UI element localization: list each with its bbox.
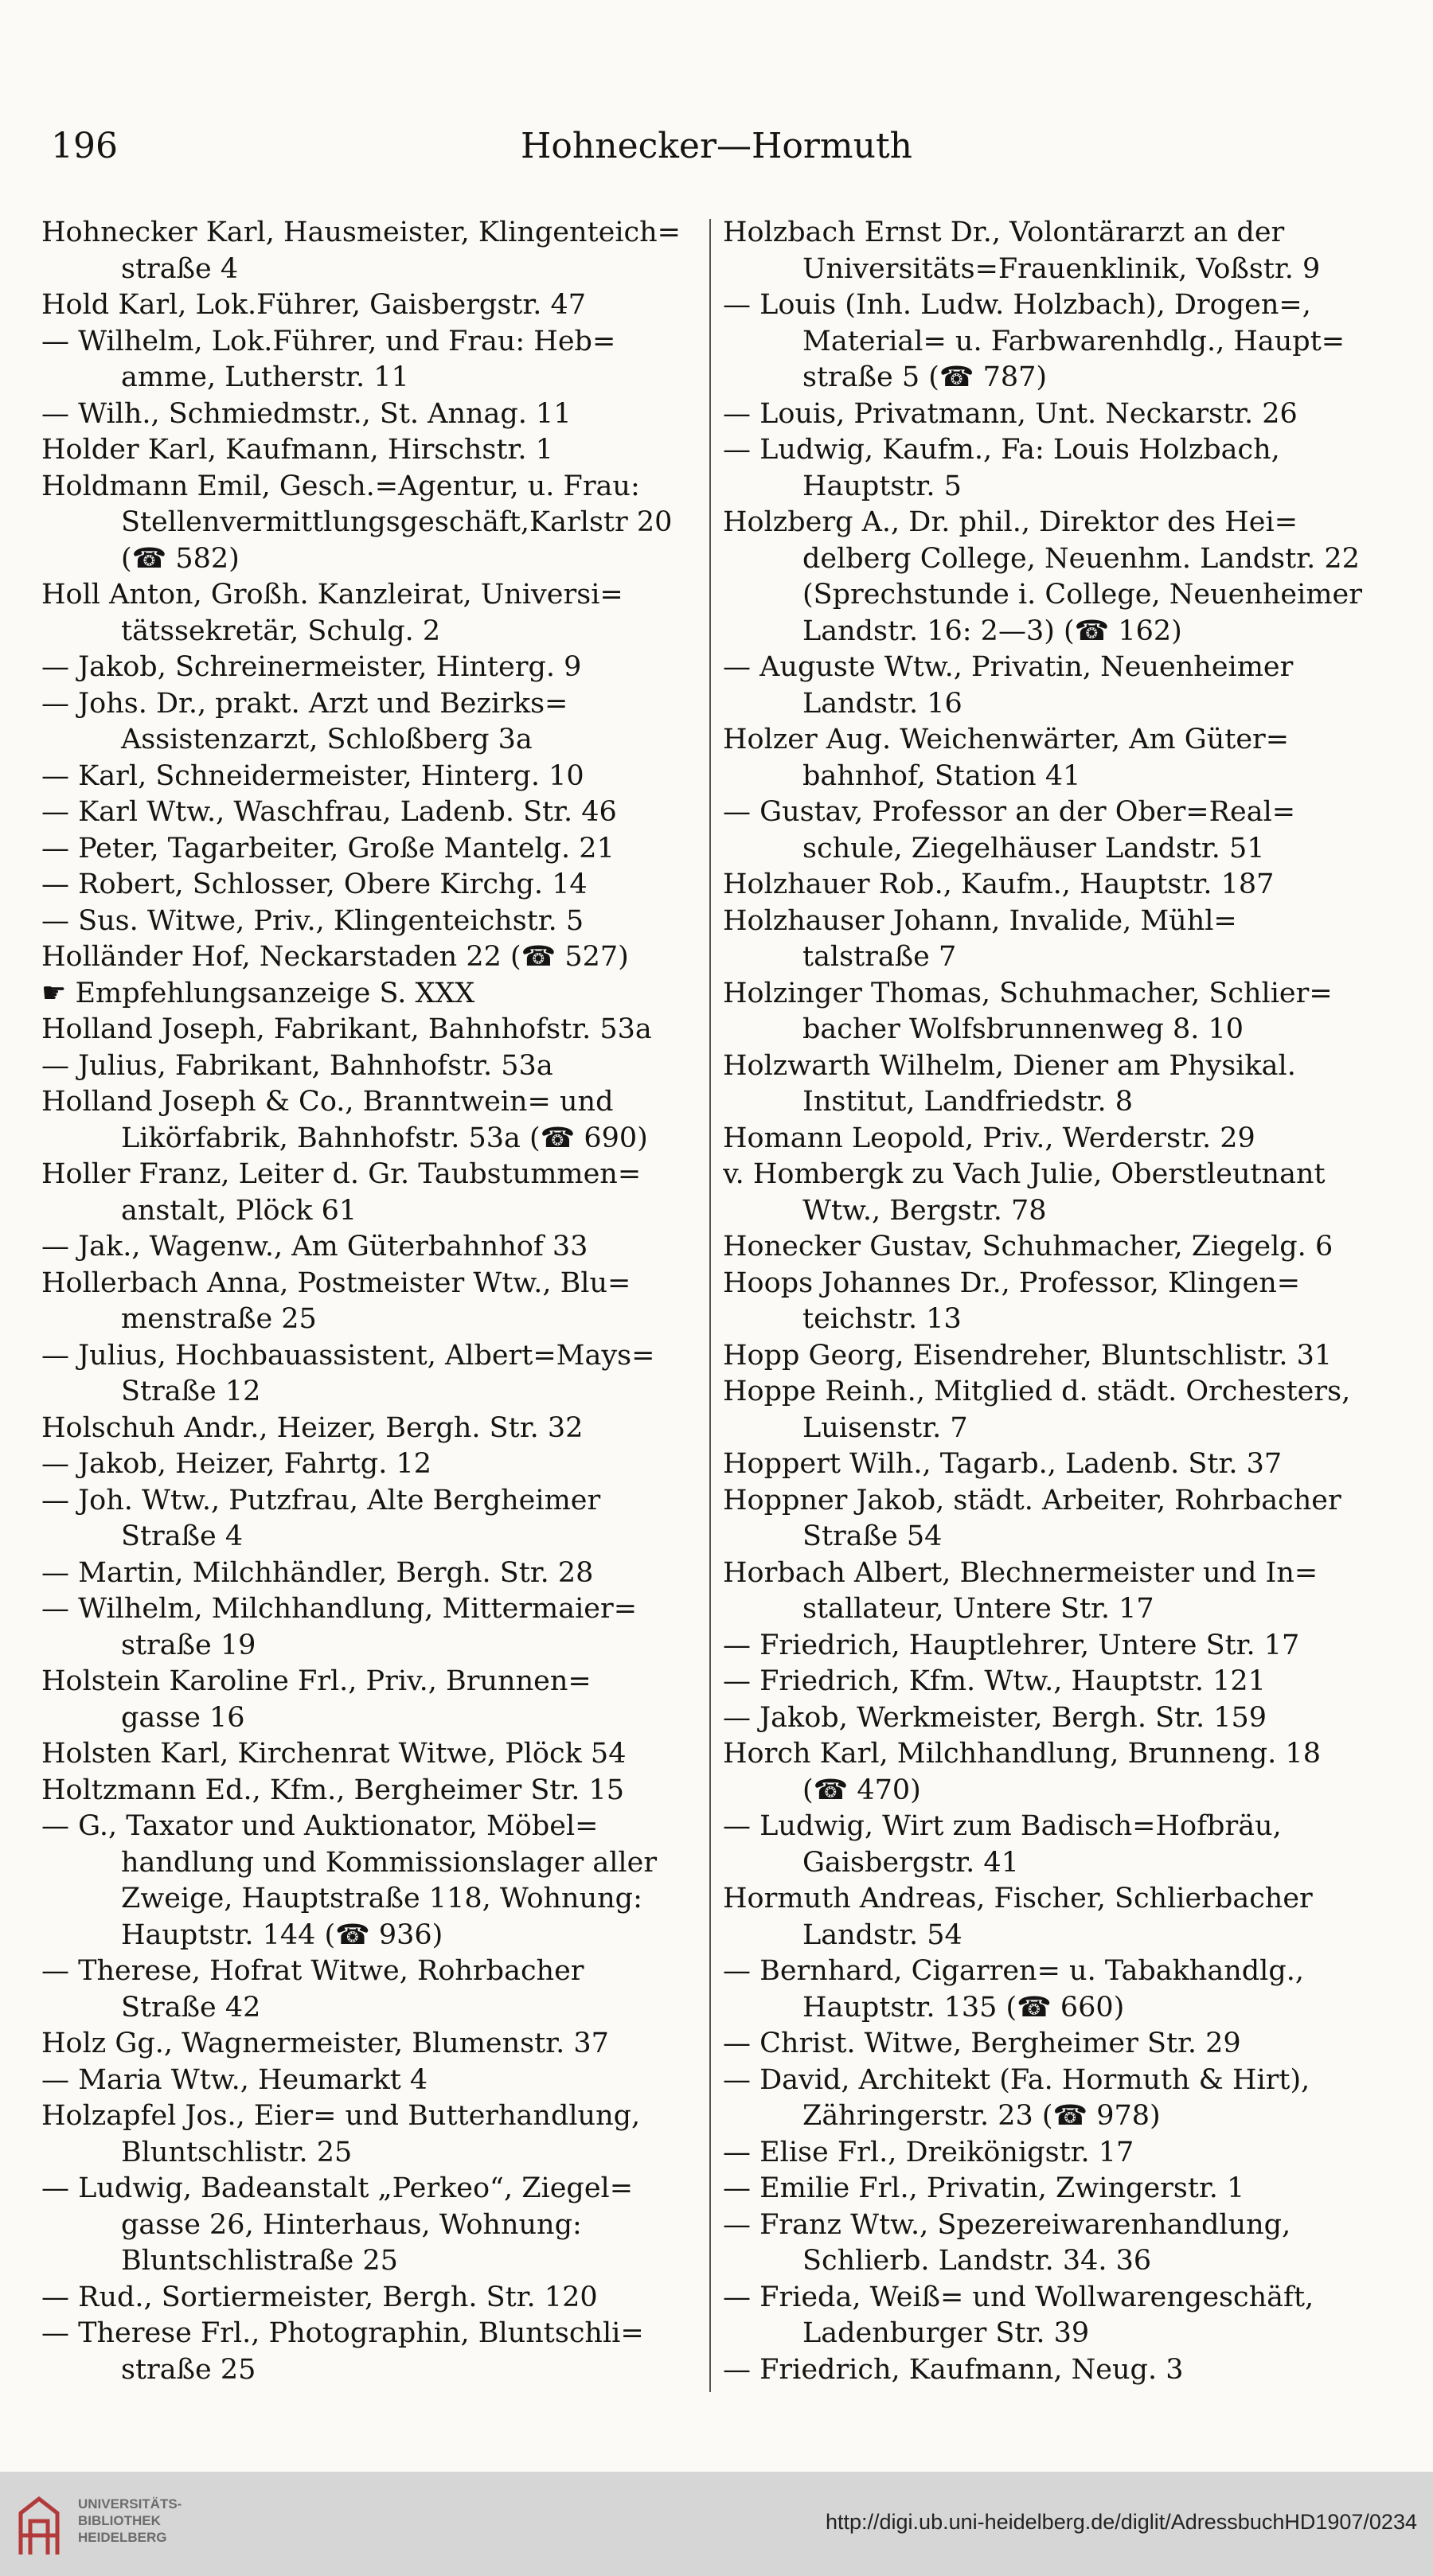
directory-line: straße 5 (☎ 787) (802, 361, 1048, 393)
directory-line: — Johs. Dr., prakt. Arzt und Bezirks= (41, 687, 568, 720)
directory-line: Straße 12 (121, 1376, 261, 1407)
directory-line: — Julius, Fabrikant, Bahnhofstr. 53a (41, 1049, 553, 1082)
directory-line: Holzer Aug. Weichenwärter, Am Güter= (723, 724, 1290, 755)
directory-line: handlung und Kommissionslager aller (121, 1846, 658, 1879)
directory-line: menstraße 25 (121, 1303, 317, 1335)
directory-line: — Therese Frl., Photographin, Bluntschli= (41, 2317, 644, 2349)
directory-line: — Elise Frl., Dreikönigstr. 17 (723, 2136, 1134, 2168)
directory-line: Holdmann Emil, Gesch.=Agentur, u. Frau: (41, 470, 640, 502)
directory-line: Ladenburger Str. 39 (802, 2317, 1090, 2349)
page-number: 196 (51, 126, 118, 166)
directory-line: — Wilh., Schmiedmstr., St. Annag. 11 (41, 397, 572, 430)
directory-line: Straße 4 (121, 1520, 244, 1552)
directory-line: tätssekretär, Schulg. 2 (121, 615, 441, 647)
directory-line: Landstr. 54 (802, 1918, 962, 1951)
directory-line: Zähringerstr. 23 (☎ 978) (802, 2100, 1161, 2132)
directory-line: Holl Anton, Großh. Kanzleirat, Universi= (41, 579, 623, 611)
directory-line: Hauptstr. 135 (☎ 660) (802, 1991, 1125, 2024)
running-title: Hohnecker—Hormuth (521, 126, 912, 166)
directory-line: amme, Lutherstr. 11 (121, 361, 409, 393)
directory-line: — Joh. Wtw., Putzfrau, Alte Bergheimer (41, 1484, 601, 1516)
directory-line: Horch Karl, Milchhandlung, Brunneng. 18 (723, 1738, 1321, 1770)
directory-line: — Louis (Inh. Ludw. Holzbach), Drogen=, (723, 289, 1311, 321)
directory-line: Bluntschlistr. 25 (121, 2136, 353, 2168)
directory-line: Bluntschlistraße 25 (121, 2245, 398, 2277)
directory-line: v. Hombergk zu Vach Julie, Oberstleutnant (723, 1158, 1326, 1190)
directory-line: — Wilhelm, Milchhandlung, Mittermaier= (41, 1593, 638, 1625)
directory-line: Holstein Karoline Frl., Priv., Brunnen= (41, 1665, 592, 1697)
directory-line: Horbach Albert, Blechnermeister und In= (723, 1556, 1318, 1589)
directory-line: Zweige, Hauptstraße 118, Wohnung: (121, 1883, 642, 1914)
directory-line: Holzhauser Johann, Invalide, Mühl= (723, 904, 1237, 937)
directory-line: straße 19 (121, 1629, 256, 1661)
directory-line: Holland Joseph, Fabrikant, Bahnhofstr. 53a (41, 1013, 652, 1045)
directory-line: Hohnecker Karl, Hausmeister, Klingenteich= (41, 217, 681, 248)
directory-line: — Sus. Witwe, Priv., Klingenteichstr. 5 (41, 904, 584, 937)
directory-line: — Jakob, Werkmeister, Bergh. Str. 159 (723, 1701, 1267, 1734)
directory-line: — Peter, Tagarbeiter, Große Mantelg. 21 (41, 832, 615, 865)
directory-line: Straße 42 (121, 1991, 261, 2024)
directory-line: — G., Taxator und Auktionator, Möbel= (41, 1810, 599, 1842)
directory-line: Holler Franz, Leiter d. Gr. Taubstummen= (41, 1158, 642, 1190)
directory-line: talstraße 7 (802, 941, 957, 973)
directory-line: Stellenvermittlungsgeschäft,Karlstr 20 (121, 506, 673, 538)
directory-line: Honecker Gustav, Schuhmacher, Ziegelg. 6 (723, 1231, 1333, 1263)
directory-line: Hopp Georg, Eisendreher, Bluntschlistr. 31 (723, 1339, 1333, 1372)
directory-line: — Robert, Schlosser, Obere Kirchg. 14 (41, 868, 588, 900)
directory-line: delberg College, Neuenhm. Landstr. 22 (802, 542, 1360, 575)
directory-line: Hoppner Jakob, städt. Arbeiter, Rohrbacher (723, 1484, 1341, 1516)
directory-line: Hormuth Andreas, Fischer, Schlierbacher (723, 1883, 1313, 1914)
directory-line: Homann Leopold, Priv., Werderstr. 29 (723, 1122, 1255, 1154)
library-name: UNIVERSITÄTS- BIBLIOTHEK HEIDELBERG (78, 2496, 182, 2545)
directory-line: Holschuh Andr., Heizer, Bergh. Str. 32 (41, 1411, 584, 1444)
directory-line: — Emilie Frl., Privatin, Zwingerstr. 1 (723, 2172, 1245, 2204)
directory-line: Hauptstr. 144 (☎ 936) (121, 1918, 443, 1951)
directory-line: (Sprechstunde i. College, Neuenheimer (802, 579, 1362, 611)
left-column (41, 215, 699, 2388)
right-column (723, 215, 1380, 2388)
footer-bar (0, 2472, 1433, 2576)
directory-line: Gaisbergstr. 41 (802, 1846, 1019, 1879)
directory-line: — Christ. Witwe, Bergheimer Str. 29 (723, 2028, 1241, 2059)
directory-line: Institut, Landfriedstr. 8 (802, 1086, 1133, 1118)
directory-line: — Ludwig, Kaufm., Fa: Louis Holzbach, (723, 434, 1280, 466)
directory-line: Holtzmann Ed., Kfm., Bergheimer Str. 15 (41, 1774, 625, 1806)
directory-line: — Jakob, Heizer, Fahrtg. 12 (41, 1448, 431, 1480)
directory-line: bacher Wolfsbrunnenweg 8. 10 (802, 1013, 1244, 1045)
directory-line: Holzbach Ernst Dr., Volontärarzt an der (723, 217, 1285, 248)
directory-line: — Friedrich, Kfm. Wtw., Hauptstr. 121 (723, 1665, 1266, 1697)
directory-line: Holzwarth Wilhelm, Diener am Physikal. (723, 1049, 1296, 1082)
source-url-link[interactable]: http://digi.ub.uni-heidelberg.de/diglit/AdressbuchHD1907/0234 (825, 2510, 1417, 2534)
directory-line: Holzberg A., Dr. phil., Direktor des Hei= (723, 506, 1298, 538)
directory-line: (☎ 582) (121, 542, 240, 575)
directory-line: Holzhauer Rob., Kaufm., Hauptstr. 187 (723, 868, 1275, 900)
directory-line: — Frieda, Weiß= und Wollwarengeschäft, (723, 2281, 1314, 2313)
directory-line: bahnhof, Station 41 (802, 759, 1081, 792)
directory-line: Assistenzarzt, Schloßberg 3a (121, 724, 533, 755)
directory-line: Holz Gg., Wagnermeister, Blumenstr. 37 (41, 2028, 609, 2059)
directory-line: Landstr. 16: 2—3) (☎ 162) (802, 615, 1182, 647)
directory-line: Holzapfel Jos., Eier= und Butterhandlung, (41, 2100, 641, 2132)
directory-line: Holland Joseph & Co., Branntwein= und (41, 1086, 614, 1118)
directory-line: teichstr. 13 (802, 1303, 962, 1335)
directory-line: Holländer Hof, Neckarstaden 22 (☎ 527) (41, 941, 629, 973)
directory-line: — Gustav, Professor an der Ober=Real= (723, 796, 1296, 828)
directory-line: gasse 26, Hinterhaus, Wohnung: (121, 2208, 582, 2241)
directory-line: — Martin, Milchhändler, Bergh. Str. 28 (41, 1556, 594, 1589)
directory-line: Hold Karl, Lok.Führer, Gaisbergstr. 47 (41, 289, 587, 321)
directory-line: Hoppe Reinh., Mitglied d. städt. Orchesters, (723, 1376, 1351, 1407)
column-divider (709, 219, 711, 2392)
directory-line: Material= u. Farbwarenhdlg., Haupt= (802, 325, 1345, 357)
directory-line: Holzinger Thomas, Schuhmacher, Schlier= (723, 977, 1333, 1009)
directory-line: — Jak., Wagenw., Am Güterbahnhof 33 (41, 1231, 588, 1263)
directory-line: Likörfabrik, Bahnhofstr. 53a (☎ 690) (121, 1122, 648, 1154)
directory-line: — Julius, Hochbauassistent, Albert=Mays= (41, 1339, 655, 1372)
directory-line: Landstr. 16 (802, 687, 962, 720)
directory-line: stallateur, Untere Str. 17 (802, 1593, 1154, 1625)
directory-line: — Rud., Sortiermeister, Bergh. Str. 120 (41, 2281, 598, 2313)
directory-line: Holsten Karl, Kirchenrat Witwe, Plöck 54 (41, 1738, 627, 1770)
directory-line: — Ludwig, Badeanstalt „Perkeo“, Ziegel= (41, 2172, 634, 2204)
directory-line: Hollerbach Anna, Postmeister Wtw., Blu= (41, 1267, 631, 1299)
directory-line: — Louis, Privatmann, Unt. Neckarstr. 26 (723, 397, 1298, 430)
directory-line: — Franz Wtw., Spezereiwarenhandlung, (723, 2208, 1291, 2241)
directory-line: straße 25 (121, 2353, 256, 2386)
directory-line: Universitäts=Frauenklinik, Voßstr. 9 (802, 252, 1321, 285)
directory-line: — Wilhelm, Lok.Führer, und Frau: Heb= (41, 325, 616, 357)
directory-line: — Jakob, Schreinermeister, Hinterg. 9 (41, 651, 582, 683)
directory-line: Schlierb. Landstr. 34. 36 (802, 2245, 1152, 2277)
directory-line: — Karl Wtw., Waschfrau, Ladenb. Str. 46 (41, 796, 617, 828)
directory-line: — Friedrich, Hauptlehrer, Untere Str. 17 (723, 1629, 1300, 1661)
directory-line: Holder Karl, Kaufmann, Hirschstr. 1 (41, 434, 553, 466)
library-logo-icon (14, 2489, 64, 2561)
directory-line: Straße 54 (802, 1520, 943, 1552)
directory-line: — Bernhard, Cigarren= u. Tabakhandlg., (723, 1955, 1305, 1987)
directory-line: ☛ Empfehlungsanzeige S. XXX (41, 977, 475, 1009)
directory-line: — Karl, Schneidermeister, Hinterg. 10 (41, 759, 584, 792)
directory-line: straße 4 (121, 252, 239, 285)
directory-line: — Friedrich, Kaufmann, Neug. 3 (723, 2353, 1184, 2386)
directory-line: schule, Ziegelhäuser Landstr. 51 (802, 832, 1265, 865)
directory-line: — Therese, Hofrat Witwe, Rohrbacher (41, 1955, 584, 1987)
directory-line: anstalt, Plöck 61 (121, 1194, 357, 1227)
directory-line: — Maria Wtw., Heumarkt 4 (41, 2063, 428, 2096)
directory-line: — Auguste Wtw., Privatin, Neuenheimer (723, 651, 1294, 683)
directory-line: Luisenstr. 7 (802, 1411, 968, 1444)
directory-line: Wtw., Bergstr. 78 (802, 1194, 1047, 1227)
directory-line: — David, Architekt (Fa. Hormuth & Hirt), (723, 2063, 1310, 2096)
directory-line: Hoops Johannes Dr., Professor, Klingen= (723, 1267, 1301, 1299)
directory-line: (☎ 470) (802, 1774, 921, 1806)
directory-line: Hoppert Wilh., Tagarb., Ladenb. Str. 37 (723, 1448, 1283, 1480)
directory-line: gasse 16 (121, 1701, 245, 1734)
directory-line: — Ludwig, Wirt zum Badisch=Hofbräu, (723, 1810, 1282, 1842)
directory-line: Hauptstr. 5 (802, 470, 962, 502)
